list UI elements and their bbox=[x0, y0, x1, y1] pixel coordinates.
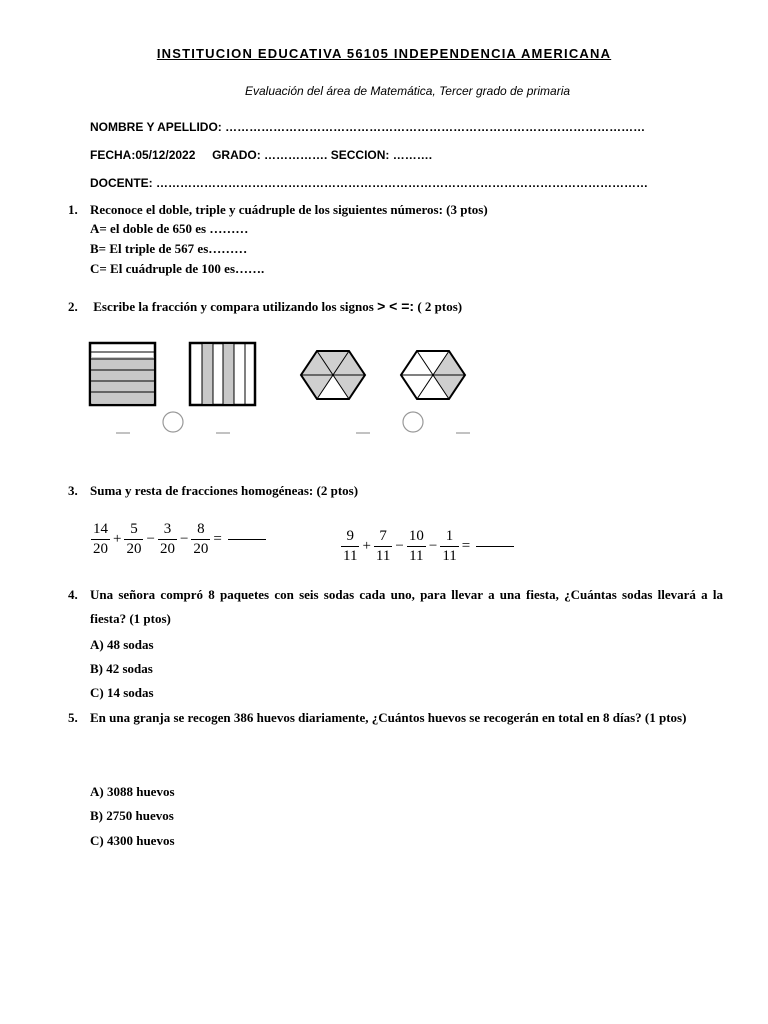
hexagon-fraction-2 bbox=[401, 351, 465, 399]
document-title: INSTITUCION EDUCATIVA 56105 INDEPENDENCIA AMERICANA bbox=[156, 46, 612, 61]
fraction: $\frac{5}{20}$ bbox=[126, 521, 142, 557]
q1-item-a: A= el doble de 650 es ……… bbox=[90, 221, 249, 236]
question-3 bbox=[68, 483, 358, 499]
q4-option-c[interactable]: C) 14 sodas bbox=[90, 685, 154, 700]
question-text: Escribe la fracción y compara utilizando los signos bbox=[93, 299, 374, 314]
operator: + bbox=[362, 538, 371, 554]
grade-section-field: GRADO: ……………. SECCION: ………. bbox=[212, 148, 433, 162]
question-number: 2. bbox=[68, 299, 78, 314]
date-field bbox=[90, 148, 432, 162]
question-number: 5. bbox=[68, 710, 78, 725]
fraction: $\frac{8}{20}$ bbox=[193, 521, 209, 557]
fraction: $\frac{3}{20}$ bbox=[159, 521, 175, 557]
operator: − bbox=[395, 538, 404, 554]
comparison-circle-2[interactable] bbox=[403, 412, 423, 432]
q1-item-c: C= El cuádruple de 100 es……. bbox=[90, 261, 265, 276]
fraction-figures bbox=[80, 330, 500, 470]
answer-blank[interactable] bbox=[228, 539, 266, 540]
square-horizontal-fraction bbox=[90, 343, 155, 405]
q4-option-a[interactable]: A) 48 sodas bbox=[90, 637, 154, 652]
fraction: $\frac{9}{11}$ bbox=[343, 528, 358, 564]
q5-option-b[interactable]: B) 2750 huevos bbox=[90, 808, 174, 823]
fraction: $\frac{10}{11}$ bbox=[408, 528, 424, 564]
comparison-signs: > < =: bbox=[377, 298, 415, 314]
operator: − bbox=[179, 531, 189, 547]
question-1 bbox=[68, 202, 488, 218]
fraction-equation-1 bbox=[90, 520, 266, 559]
document-subtitle: Evaluación del área de Matemática, Tercer grado de primaria bbox=[244, 84, 571, 98]
question-text: Una señora compró 8 paquetes con seis sodas cada uno, para llevar a una fiesta, ¿Cuántas sodas llevará a la fiesta? (1 ptos) bbox=[90, 587, 723, 626]
name-field: NOMBRE Y APELLIDO: …………………………………………………………………………………………… bbox=[90, 120, 646, 134]
question-number: 3. bbox=[68, 483, 78, 498]
answer-blank[interactable] bbox=[476, 546, 514, 547]
question-text: Reconoce el doble, triple y cuádruple de los siguientes números: (3 ptos) bbox=[90, 202, 488, 217]
date-label: FECHA:05/12/2022 bbox=[90, 148, 196, 162]
hexagon-fraction-1 bbox=[301, 351, 365, 399]
question-text: Suma y resta de fracciones homogéneas: (2 ptos) bbox=[90, 483, 359, 498]
q1-item-b: B= El triple de 567 es……… bbox=[90, 241, 248, 256]
fraction: $\frac{7}{11}$ bbox=[375, 528, 391, 564]
question-5 bbox=[68, 706, 723, 730]
question-number: 4. bbox=[68, 587, 78, 602]
operator: = bbox=[213, 531, 222, 547]
operator: − bbox=[146, 531, 155, 547]
operator: = bbox=[461, 538, 471, 554]
operator: + bbox=[113, 531, 122, 547]
question-points: ( 2 ptos) bbox=[417, 299, 463, 314]
question-number: 1. bbox=[68, 202, 78, 217]
square-vertical-fraction bbox=[190, 343, 255, 405]
question-text: En una granja se recogen 386 huevos diariamente, ¿Cuántos huevos se recogerán en total en 8 días? (1 ptos) bbox=[90, 710, 687, 725]
fraction-equation-2 bbox=[340, 527, 514, 566]
fraction: $\frac{14}{20}$ bbox=[93, 521, 108, 557]
q5-option-c[interactable]: C) 4300 huevos bbox=[90, 833, 175, 848]
q5-option-a[interactable]: A) 3088 huevos bbox=[90, 784, 175, 799]
q4-option-b[interactable]: B) 42 sodas bbox=[90, 661, 153, 676]
teacher-field: DOCENTE: …………………………………………………………………………………………………………… bbox=[90, 176, 648, 190]
question-2 bbox=[68, 298, 462, 315]
fraction: $\frac{1}{11}$ bbox=[442, 528, 457, 564]
comparison-circle-1[interactable] bbox=[163, 412, 183, 432]
operator: − bbox=[428, 538, 438, 554]
question-4 bbox=[68, 583, 723, 631]
